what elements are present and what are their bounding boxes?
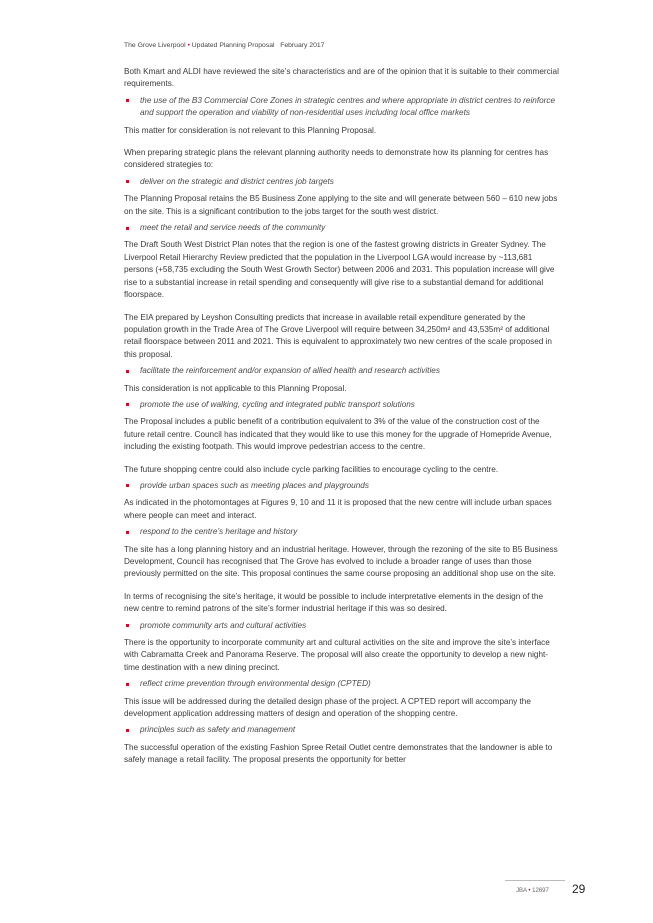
- bullet-square-icon: [126, 180, 129, 183]
- paragraph: Both Kmart and ALDI have reviewed the site’s characteristics and are of the opinion that it is suitable to their commercial requirements.: [124, 67, 559, 89]
- paragraph: This issue will be addressed during the detailed design phase of the project. A CPTED report will accompany the development application addressing matters of design and operation of the shopping centre.: [124, 696, 531, 719]
- paragraph: The Planning Proposal retains the B5 Business Zone applying to the site and will generate between 560 – 610 new jobs on the site. This is a significant contribution to the jobs target for the south west district.: [124, 194, 558, 216]
- bullet-square-icon: [126, 531, 129, 534]
- paragraph: This consideration is not applicable to this Planning Proposal.: [124, 383, 347, 393]
- bullet-item: [124, 480, 560, 492]
- bullet-item: [124, 724, 560, 736]
- page-header: [124, 42, 324, 49]
- page-number: 29: [572, 882, 586, 896]
- bullet-item: [124, 365, 560, 377]
- header-subtitle: Updated Planning Proposal: [191, 42, 275, 49]
- paragraph: The future shopping centre could also include cycle parking facilities to encourage cycling to the centre.: [124, 464, 499, 474]
- bullet-item: [124, 176, 560, 188]
- bullet-square-icon: [126, 99, 129, 102]
- bullet-square-icon: [126, 227, 129, 230]
- paragraph: The EIA prepared by Leyshon Consulting predicts that increase in available retail expenditure generated by the population growth in the Trade Area of The Grove Liverpool will require between 34,250m² and 43,535m² of additional retail floorspace between 2011 and 2021. This is equivalent to approximately two new centres of the scale proposed in this proposal.: [124, 312, 552, 359]
- footer-separator: •: [528, 888, 531, 894]
- header-separator: •: [187, 42, 190, 49]
- bullet-item: [124, 526, 560, 538]
- bullet-text: principles such as safety and management: [140, 725, 296, 735]
- paragraph: When preparing strategic plans the relevant planning authority needs to demonstrate how its planning for centres has considered strategies to:: [124, 148, 549, 170]
- paragraph: This matter for consideration is not relevant to this Planning Proposal.: [124, 125, 377, 135]
- page-footer: [0, 880, 653, 900]
- footer-rule: [505, 880, 565, 881]
- bullet-item: [124, 678, 560, 690]
- footer-company: JBA: [516, 888, 527, 894]
- bullet-text: meet the retail and service needs of the community: [140, 223, 326, 233]
- bullet-text: deliver on the strategic and district centres job targets: [140, 176, 334, 186]
- document-body: [124, 66, 560, 777]
- bullet-text: provide urban spaces such as meeting places and playgrounds: [140, 480, 369, 490]
- paragraph: The Draft South West District Plan notes that the region is one of the fastest growing districts in Greater Sydney. The Liverpool Retail Hierarchy Review predicted that the population in the Liverpool LGA would increase by ~113,681 persons (+58,735 excluding the South West Growth Sector) between 2006 and 2031. This population increase will give rise to a substantial increase in retail spending and consequently will give rise to a substantial demand for additional floorspace.: [124, 240, 555, 300]
- paragraph: In terms of recognising the site’s heritage, it would be possible to include interpretative elements in the design of the new centre to remind patrons of the site’s former industrial heritage if this was so desired.: [124, 591, 544, 614]
- footer-reference: [516, 888, 549, 894]
- paragraph: There is the opportunity to incorporate community art and cultural activities on the site and improve the site’s interface with Cabramatta Creek and Panorama Reserve. The proposal will also create the opportunity to develop a new night-time destination with a new dining precinct.: [124, 638, 550, 672]
- bullet-text: promote the use of walking, cycling and integrated public transport solutions: [140, 399, 415, 409]
- bullet-text: facilitate the reinforcement and/or expansion of allied health and research activities: [140, 366, 440, 376]
- footer-job-number: 12697: [532, 888, 549, 894]
- paragraph: The Proposal includes a public benefit of a contribution equivalent to 3% of the value of the construction cost of the future retail centre. Council has indicated that they would like to use this money for the upgrade of Homepride Avenue, including the existing footpath. This would improve pedestrian access to the centre.: [124, 417, 552, 452]
- paragraph: The successful operation of the existing Fashion Spree Retail Outlet centre demonstrates that the landowner is able to safely manage a retail facility. The proposal presents the opportunity for better: [124, 742, 553, 765]
- bullet-text: the use of the B3 Commercial Core Zones in strategic centres and where appropriate in district centres to reinforce and support the operation and viability of non-residential uses including local office markets: [140, 95, 556, 118]
- bullet-square-icon: [126, 729, 129, 732]
- bullet-item: [124, 620, 560, 632]
- bullet-square-icon: [126, 624, 129, 627]
- bullet-item: [124, 95, 560, 120]
- paragraph: The site has a long planning history and an industrial heritage. However, through the rezoning of the site to B5 Business Development, Council has recognised that The Grove has evolved to include a broader range of uses than those previously permitted on the site. This proposal continues the same course proposing an additional shop use on the site.: [124, 544, 558, 579]
- header-title: The Grove Liverpool: [124, 42, 186, 49]
- paragraph: As indicated in the photomontages at Figures 9, 10 and 11 it is proposed that the new centre will include urban spaces where people can meet and interact.: [124, 498, 552, 520]
- bullet-square-icon: [126, 484, 129, 487]
- bullet-item: [124, 222, 560, 234]
- bullet-item: [124, 399, 560, 411]
- bullet-square-icon: [126, 370, 129, 373]
- bullet-text: promote community arts and cultural activities: [140, 620, 307, 630]
- bullet-square-icon: [126, 683, 129, 686]
- bullet-text: respond to the centre’s heritage and history: [140, 527, 298, 537]
- header-date: February 2017: [280, 42, 325, 49]
- bullet-square-icon: [126, 403, 129, 406]
- bullet-text: reflect crime prevention through environmental design (CPTED): [140, 679, 371, 689]
